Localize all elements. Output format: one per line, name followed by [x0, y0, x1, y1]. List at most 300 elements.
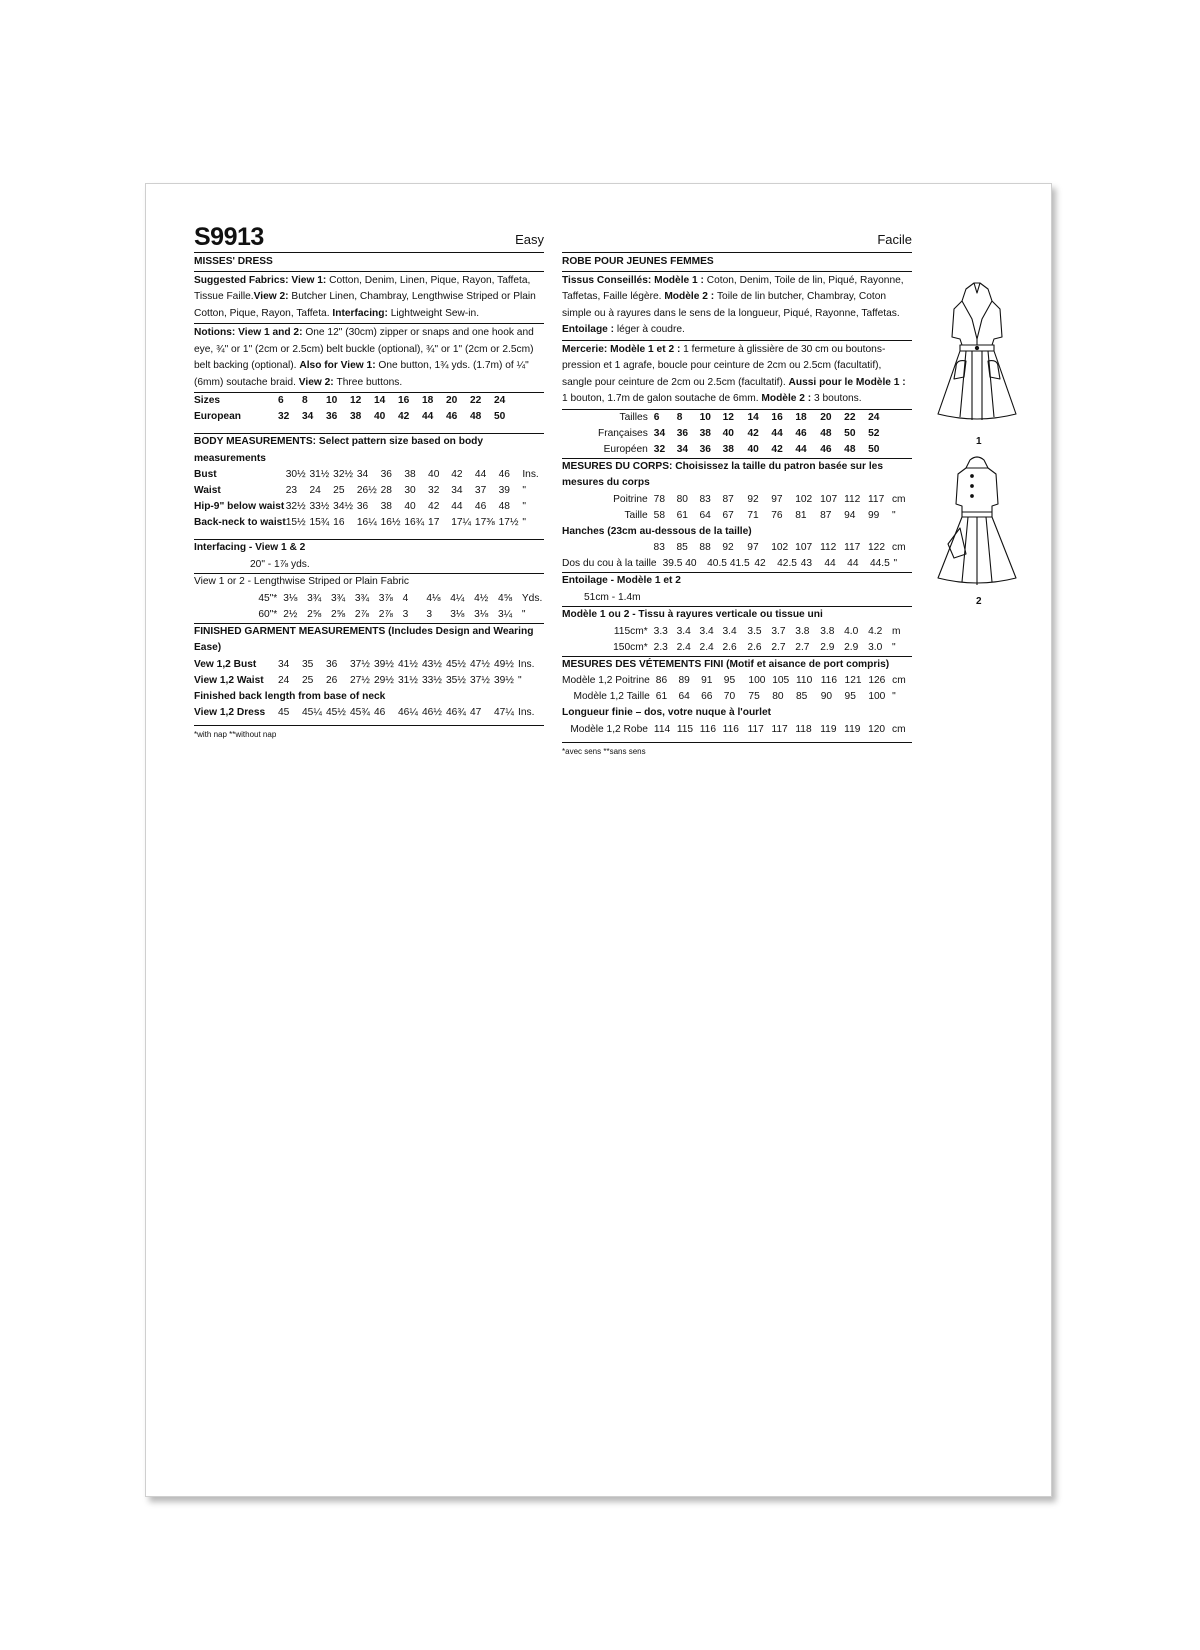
table-cell: 85 — [796, 691, 808, 702]
table-cell: 42 — [771, 443, 783, 455]
table-cell: 3¾ — [307, 592, 322, 604]
table-cell: 4.0 — [844, 625, 859, 637]
table-cell: 16½ — [380, 517, 401, 528]
body-measurements-title: BODY MEASUREMENTS: Select pattern size based on body measurements — [194, 436, 484, 464]
table-row — [194, 591, 544, 607]
table-cell: 34 — [302, 411, 314, 422]
table-cell: 50 — [868, 443, 880, 455]
table-cell: 114 — [653, 723, 671, 735]
table-cell: 25 — [302, 674, 314, 686]
table-row — [562, 492, 912, 508]
table-cell: 20 — [446, 395, 458, 406]
table-cell: 32 — [653, 443, 666, 455]
body-text: Lightweight Sew-in. — [390, 307, 480, 319]
table-cell: 117 — [844, 542, 861, 553]
table-cell: 8 — [302, 395, 308, 406]
table-cell: 32½ — [285, 501, 306, 512]
table-cell: 2⅝ — [330, 608, 346, 620]
table-cell: 6 — [653, 411, 660, 423]
table-cell: " — [522, 485, 526, 496]
table-cell: 10 — [699, 411, 711, 423]
table-cell: 42 — [451, 469, 463, 480]
table-cell: 42 — [754, 558, 766, 569]
table-cell — [892, 410, 912, 426]
suggested-fabrics — [194, 272, 544, 324]
table-cell: 40 — [747, 443, 759, 455]
table-cell: 116 — [699, 723, 716, 735]
table-row — [562, 508, 912, 524]
table-cell: 2.6 — [747, 641, 762, 653]
fabric-yardage-title: Modèle 1 ou 2 - Tissu à rayures verticale ou tissue uni — [562, 609, 823, 620]
table-cell: 24 — [309, 485, 321, 496]
table-cell: 47¼ — [494, 707, 514, 718]
table-row — [562, 410, 912, 426]
table-cell: 17⅜ — [474, 517, 495, 528]
table-cell: 126 — [868, 675, 886, 686]
body-measurements-table — [194, 467, 544, 531]
difficulty-label: Easy — [515, 232, 544, 247]
table-cell — [518, 409, 540, 425]
table-cell: 49½ — [494, 658, 514, 670]
body-measurements-title: MESURES DU CORPS: Choisissez la taille du patron basée sur les mesures du corps — [562, 460, 883, 488]
table-cell: 48 — [844, 443, 856, 455]
row-label: Européen — [603, 443, 648, 455]
table-cell: 24 — [868, 411, 880, 423]
table-cell: 44.5 — [869, 558, 890, 569]
suggested-fabrics — [562, 272, 912, 340]
table-row — [194, 499, 544, 515]
french-column — [562, 224, 912, 758]
backneck-table — [562, 556, 912, 572]
table-row — [194, 607, 544, 623]
table-cell: 46½ — [422, 707, 442, 718]
finished-measurements-table — [562, 673, 912, 705]
body-text: 3 boutons. — [814, 393, 862, 404]
row-label — [562, 540, 654, 556]
table-cell: 14 — [374, 395, 386, 406]
table-cell: cm — [892, 723, 906, 735]
table-cell: 17½ — [498, 517, 519, 528]
table-row — [562, 640, 912, 656]
finished-measurements-title: MESURES DES VÉTEMENTS FINI (Motif et aisance de port compris) — [562, 658, 890, 670]
table-cell: 2½ — [283, 608, 298, 620]
table-cell: 25 — [333, 485, 345, 496]
table-cell: cm — [891, 542, 906, 553]
english-column — [194, 224, 544, 741]
bold-lead-in: Entoilage : — [562, 324, 617, 335]
table-cell: cm — [891, 493, 906, 505]
row-label: Dos du cou à la taille — [562, 558, 657, 569]
table-cell: 44 — [474, 469, 487, 480]
table-cell: 3.5 — [747, 625, 762, 637]
footnote: *avec sens **sans sens — [562, 746, 646, 756]
view-1-label: 1 — [976, 436, 982, 447]
table-cell: 80 — [772, 691, 784, 702]
table-cell: 46 — [474, 501, 487, 512]
row-label: Modèle 1,2 Poitrine — [562, 675, 650, 686]
table-cell: 36 — [380, 469, 392, 480]
body-text: 1 fermeture à glissière de 30 cm ou boutons-pression et 1 agrafe, boucle pour ceinture de 2cm ou 2.5cm (facultatif), sangle pour ceinture de 2cm ou 2.5cm (facultatif). — [562, 343, 886, 388]
footnote: *with nap **without nap — [194, 730, 277, 739]
table-cell: 23 — [285, 485, 298, 496]
table-cell: 4½ — [474, 592, 489, 604]
table-cell: " — [892, 691, 896, 702]
table-cell: 91 — [701, 675, 713, 686]
table-cell: " — [893, 558, 898, 569]
row-label: Modèle 1,2 Taille — [573, 691, 650, 702]
table-cell: 3¼ — [498, 608, 513, 620]
table-cell: 4⅝ — [498, 592, 513, 604]
table-cell: 37½ — [470, 674, 490, 686]
table-cell: 87 — [820, 509, 832, 521]
table-cell: 43 — [800, 558, 813, 569]
row-label: 45"* — [258, 592, 278, 604]
table-cell: 38 — [350, 411, 362, 422]
table-cell: 42 — [747, 427, 759, 439]
table-cell: 44 — [824, 558, 836, 569]
table-cell: 64 — [699, 509, 711, 521]
table-cell: 44 — [422, 411, 434, 422]
table-row — [194, 483, 544, 499]
body-text: Toile de lin butcher, Chambray, Coton simple ou à rayures dans le sens de la longueur, Piqué, Rayonne, Taffetas. — [562, 291, 900, 319]
table-cell: 75 — [748, 691, 760, 702]
table-cell: 112 — [844, 493, 861, 505]
row-label: Tailles — [619, 411, 648, 423]
body-text: Cotton, Denim, Linen, Pique, Rayon, Taffeta, Tissue Faille. — [194, 274, 531, 302]
table-cell: Ins. — [518, 707, 535, 718]
table-cell: 34 — [278, 658, 290, 670]
table-cell: 107 — [820, 493, 838, 505]
table-cell: 95 — [844, 691, 856, 702]
table-cell: 41½ — [398, 658, 418, 670]
table-cell: 16 — [771, 411, 783, 423]
table-cell: 36 — [326, 411, 338, 422]
table-cell: 89 — [678, 675, 690, 686]
table-cell: 2.4 — [676, 641, 691, 653]
table-cell: 44 — [451, 501, 463, 512]
table-cell: 15½ — [285, 517, 306, 528]
table-cell: 36 — [699, 443, 711, 455]
table-cell: 34 — [356, 469, 369, 480]
fabric-yardage-title: View 1 or 2 - Lengthwise Striped or Plain Fabric — [194, 576, 409, 587]
bold-lead-in: Modèle 2 : — [761, 393, 815, 404]
table-cell: 12 — [722, 411, 734, 423]
table-cell: 92 — [747, 493, 759, 505]
table-cell: 3.3 — [653, 625, 668, 637]
table-cell: 92 — [722, 542, 734, 553]
table-cell: 20 — [820, 411, 832, 423]
body-text: 1 bouton, 1.7m de galon soutache de 6mm. — [562, 393, 762, 404]
table-row — [562, 673, 912, 689]
notions — [562, 341, 912, 409]
finished-measurements-title: FINISHED GARMENT MEASUREMENTS (Includes Design and Wearing Ease) — [194, 625, 534, 653]
table-cell: 42.5 — [777, 558, 797, 569]
bold-lead-in: Suggested Fabrics: View 1: — [194, 274, 330, 286]
table-row — [562, 624, 912, 640]
table-cell: 47½ — [470, 658, 490, 670]
table-cell: " — [522, 517, 526, 528]
bold-lead-in: Also for View 1: — [299, 360, 379, 371]
garment-title: ROBE POUR JEUNES FEMMES — [562, 256, 714, 267]
table-cell: 100 — [748, 675, 766, 686]
row-label: Sizes — [194, 395, 221, 406]
table-cell: 32½ — [333, 469, 353, 480]
row-label: Françaises — [597, 427, 648, 439]
table-cell: 39½ — [374, 658, 394, 670]
table-cell: 34 — [653, 427, 666, 439]
table-cell — [892, 442, 912, 458]
finished-measurements-table — [194, 657, 540, 689]
row-label: Taille — [624, 509, 648, 521]
bold-lead-in: Aussi pour le Modèle 1 : — [788, 376, 906, 388]
table-cell: 2.7 — [795, 641, 810, 653]
table-cell: 26½ — [356, 485, 377, 496]
table-cell: 39.5 — [662, 558, 683, 569]
row-label: 115cm* — [613, 625, 648, 637]
row-label: 60"* — [258, 608, 278, 620]
table-row — [194, 705, 540, 721]
table-cell: Ins. — [522, 469, 539, 480]
back-length-title: Longueur finie – dos, votre nuque à l'ourlet — [562, 707, 772, 718]
table-cell: 107 — [795, 542, 813, 553]
table-cell: 78 — [653, 493, 666, 505]
row-label: Hip-9" below waist — [194, 501, 285, 512]
table-cell: 86 — [655, 675, 668, 686]
table-cell: 90 — [820, 691, 833, 702]
table-cell: 34 — [451, 485, 463, 496]
table-cell — [892, 426, 912, 442]
table-cell: 95 — [723, 675, 736, 686]
table-cell: 40 — [404, 501, 416, 512]
table-cell: 40 — [685, 558, 697, 569]
table-cell: 46 — [498, 469, 510, 480]
table-cell: 46 — [820, 443, 832, 455]
table-cell: 6 — [278, 395, 284, 406]
sizes-table — [562, 410, 912, 458]
table-cell: 45 — [278, 707, 290, 718]
table-cell: 4 — [402, 592, 409, 604]
table-cell: 8 — [676, 411, 683, 423]
row-label: Back-neck to waist — [194, 517, 286, 528]
header-row — [562, 224, 912, 252]
table-cell: 28 — [380, 485, 392, 496]
table-cell: 16 — [398, 395, 410, 406]
table-row — [562, 426, 912, 442]
bold-lead-in: Notions: View 1 and 2: — [194, 327, 306, 338]
table-cell: 4.2 — [868, 625, 883, 637]
table-cell: 50 — [494, 411, 506, 422]
table-cell: 70 — [723, 691, 736, 702]
hip-table — [562, 540, 912, 556]
table-cell: 2⅞ — [354, 608, 370, 620]
table-cell: 47 — [470, 707, 482, 718]
table-cell: 80 — [676, 493, 688, 505]
table-cell: 33½ — [422, 674, 442, 686]
body-text: léger à coudre. — [616, 324, 685, 335]
table-cell: 36 — [326, 658, 338, 670]
fabric-yardage-table — [562, 624, 912, 656]
table-cell: 115 — [676, 723, 694, 735]
garment-title: MISSES' DRESS — [194, 256, 273, 267]
table-row — [194, 657, 540, 673]
table-cell: 88 — [699, 542, 711, 553]
view-2-label: 2 — [976, 596, 982, 607]
row-label: 150cm* — [613, 641, 648, 653]
view-2-dress-illustration — [932, 454, 1022, 589]
table-cell: 45¾ — [350, 707, 370, 718]
table-cell: 35 — [302, 658, 314, 670]
table-cell: 32 — [278, 411, 290, 422]
pattern-envelope-back — [145, 183, 1052, 1497]
table-cell: 14 — [747, 411, 759, 423]
table-cell: 34 — [676, 443, 689, 455]
table-cell: 120 — [868, 723, 886, 735]
table-cell: 48 — [470, 411, 482, 422]
table-cell: 2.4 — [699, 641, 714, 653]
table-cell: 52 — [868, 427, 880, 439]
table-cell: 26 — [326, 674, 338, 686]
row-label: European — [194, 411, 241, 422]
table-cell: 44 — [847, 558, 859, 569]
table-cell: 38 — [722, 443, 734, 455]
table-cell: 3.7 — [771, 625, 786, 637]
table-cell: 83 — [653, 542, 665, 553]
table-cell: 18 — [795, 411, 807, 423]
table-cell: 2.3 — [653, 641, 668, 653]
table-cell: 46 — [374, 707, 386, 718]
table-cell: 22 — [844, 411, 856, 423]
row-label: Vew 1,2 Bust — [194, 658, 257, 670]
table-cell: 10 — [326, 395, 338, 406]
table-cell: 76 — [771, 509, 783, 521]
table-cell: 3 — [426, 608, 433, 620]
table-cell: 48 — [820, 427, 832, 439]
table-cell: 105 — [772, 675, 790, 686]
table-cell: cm — [892, 675, 906, 686]
table-cell: 40 — [722, 427, 734, 439]
table-cell: 43½ — [422, 658, 442, 670]
table-cell: 117 — [771, 723, 788, 735]
dress-length-table — [562, 722, 912, 738]
table-cell: 117 — [747, 723, 764, 735]
table-cell: 24 — [494, 395, 506, 406]
table-cell: " — [518, 674, 522, 686]
table-cell: 41.5 — [729, 558, 750, 569]
table-cell: 31½ — [398, 674, 418, 686]
body-text: One 12" (30cm) zipper or snaps and one hook and eye, ¾" or 1" (2cm or 2.5cm) belt buckle (optional), ¾" or 1" (2cm or 2.5cm) belt backing (optional). — [194, 327, 534, 371]
row-label: Poitrine — [613, 493, 648, 505]
table-cell: 94 — [844, 509, 856, 521]
table-cell: 66 — [701, 691, 713, 702]
table-cell: 118 — [795, 723, 812, 735]
table-cell: 81 — [795, 509, 807, 521]
table-cell: 24 — [278, 674, 290, 686]
bold-lead-in: View 2: — [253, 291, 292, 302]
table-cell: 40 — [428, 469, 440, 480]
table-cell: 45½ — [446, 658, 466, 670]
table-cell: 97 — [771, 493, 783, 505]
row-label: View 1,2 Waist — [194, 674, 264, 686]
table-cell: 39½ — [494, 674, 514, 686]
table-row — [194, 393, 540, 409]
table-cell: 45¼ — [302, 707, 322, 718]
table-row — [194, 515, 544, 531]
table-cell: 2.9 — [844, 641, 859, 653]
row-label: Waist — [194, 485, 221, 496]
table-cell: 17 — [428, 517, 440, 528]
table-cell: " — [891, 509, 896, 521]
table-cell: 122 — [868, 542, 886, 553]
table-cell: 44 — [795, 443, 807, 455]
table-cell: 3⅛ — [474, 608, 489, 620]
table-cell: 2.7 — [771, 641, 786, 653]
table-cell: 31½ — [309, 469, 330, 480]
table-cell: 102 — [795, 493, 813, 505]
bold-lead-in: View 2: — [298, 376, 337, 388]
table-cell: 48 — [498, 501, 510, 512]
table-cell: 119 — [820, 723, 837, 735]
table-cell: 3.4 — [676, 625, 691, 637]
table-cell: 3⅞ — [378, 592, 393, 604]
table-cell: 3¾ — [330, 592, 346, 604]
table-cell: 36 — [356, 501, 369, 512]
table-cell: 4⅛ — [426, 592, 441, 604]
table-cell: 2⅝ — [307, 608, 322, 620]
table-cell: 36 — [676, 427, 689, 439]
table-cell: 64 — [678, 691, 690, 702]
table-cell: 45½ — [326, 707, 346, 718]
table-cell: 46¾ — [446, 707, 466, 718]
table-cell: 3.4 — [699, 625, 714, 637]
sizes-table — [194, 393, 540, 425]
table-cell: 29½ — [374, 674, 394, 686]
table-cell: 35½ — [446, 674, 466, 686]
table-cell: 97 — [747, 542, 759, 553]
table-cell: 15¾ — [309, 517, 330, 528]
table-cell: 3.4 — [722, 625, 737, 637]
body-text: Coton, Denim, Toile de lin, Piqué, Rayonne, Taffetas, Faille légère. — [562, 274, 904, 302]
table-cell: 99 — [868, 509, 880, 521]
fabric-yardage-table — [194, 591, 544, 623]
table-cell: Yds. — [521, 592, 543, 604]
table-cell: 2.6 — [722, 641, 737, 653]
bold-lead-in: Interfacing: — [332, 307, 391, 319]
table-cell: 110 — [796, 675, 813, 686]
table-cell: 22 — [470, 395, 482, 406]
table-cell: 44 — [771, 427, 783, 439]
table-cell: 37 — [474, 485, 487, 496]
table-cell: 3.8 — [820, 625, 835, 637]
table-cell: 119 — [844, 723, 861, 735]
interfacing-title: Entoilage - Modèle 1 et 2 — [562, 575, 681, 586]
table-row — [562, 442, 912, 458]
table-cell: 16¾ — [404, 517, 425, 528]
table-cell: 117 — [868, 493, 885, 505]
table-cell: 39 — [498, 485, 510, 496]
table-cell: 27½ — [350, 674, 370, 686]
table-row — [194, 467, 544, 483]
table-cell: 71 — [747, 509, 759, 521]
body-measurements-table — [562, 492, 912, 524]
back-length-title: Finished back length from base of neck — [194, 690, 386, 702]
table-cell: 18 — [422, 395, 434, 406]
table-cell: 46 — [795, 427, 807, 439]
table-cell: m — [892, 625, 901, 637]
table-cell: " — [521, 608, 526, 620]
table-cell: 30½ — [285, 469, 306, 480]
table-cell: " — [892, 641, 896, 653]
table-cell — [518, 393, 540, 409]
